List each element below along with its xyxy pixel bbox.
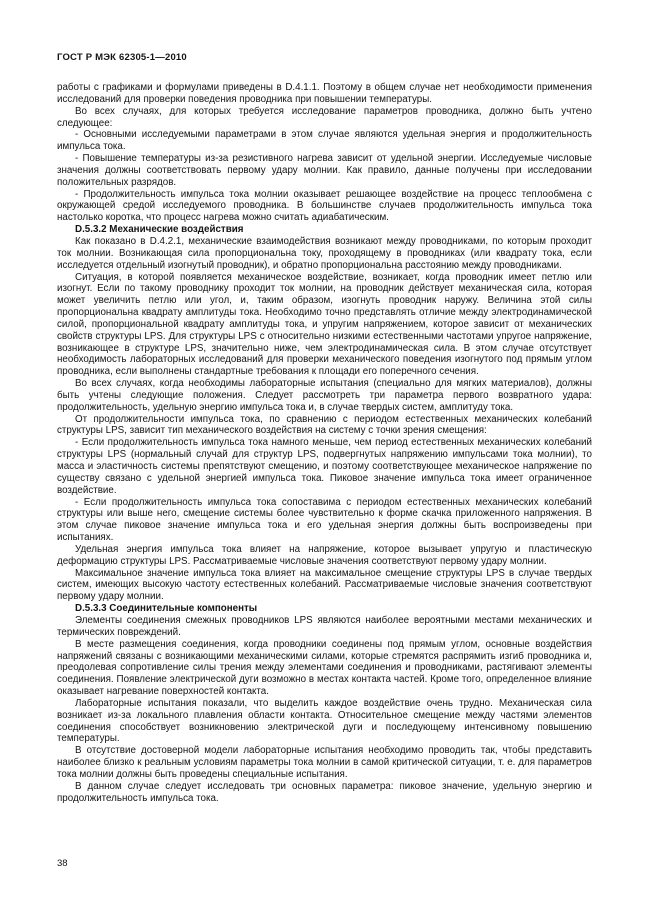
- paragraph: Удельная энергия импульса тока влияет на напряжение, которое вызывает упругую и пластическую деформацию структуры LPS. Рассматриваемые числовые значения соответствуют первому удару молнии.: [57, 543, 592, 567]
- paragraph: Максимальное значение импульса тока влияет на максимальное смещение структуры LPS в случае твердых систем, имеющих высокую частоту естественных колебаний. Рассматриваемые числовые значения соответствуют первому удару молнии.: [57, 567, 592, 603]
- paragraph: Ситуация, в которой появляется механическое воздействие, возникает, когда проводник имеет петлю или изогнут. Если по такому проводнику проходит ток молнии, на проводник действует механическая сила, которая может увеличить петлю или угол, и, таким образом, изогнуть проводник наружу. Величина этой силы пропорциональна квадрату амплитуды тока. Необходимо точно представлять отличие между электродинамической силой, пропорциональной квадрату амплитуды тока, и упругим напряжением, которое зависит от механических свойств структуры LPS. Для структуры LPS с относительно низкими естественными частотами упругое напряжение, возникающее в структуре LPS, значительно ниже, чем электродинамическая сила. В этом случае отсутствует необходимость лабораторных исследований для проверки механического поведения изогнутого под прямым углом проводника, если выполнены стандартные требования к площади его поперечного сечения.: [57, 271, 592, 378]
- list-item-paragraph: - Повышение температуры из-за резистивного нагрева зависит от удельной энергии. Исследуемые числовые значения должны соответствовать первому удару молнии. Как правило, данные получены при исследовании положительных разрядов.: [57, 153, 592, 188]
- paragraph: Во всех случаях, для которых требуется исследование параметров проводника, должно быть учтено следующее:: [57, 105, 592, 129]
- paragraph: В данном случае следует исследовать три основных параметра: пиковое значение, удельную энергию и продолжительность импульса тока.: [57, 780, 592, 804]
- list-item-paragraph: - Основными исследуемыми параметрами в этом случае являются удельная энергия и продолжительность импульса тока.: [57, 129, 592, 153]
- list-item-paragraph: - Если продолжительность импульса тока сопоставима с периодом естественных механических колебаний структуры или выше него, смещение системы более чувствительно к форме скачка приложенного напряжения. В этом случае пиковое значение импульса тока и его удельная энергия должны быть воспроизведены при испытаниях.: [57, 496, 592, 544]
- section-heading: D.5.3.3 Соединительные компоненты: [75, 603, 258, 615]
- page-number: 38: [57, 858, 68, 869]
- paragraph: В месте размещения соединения, когда проводники соединены под прямым углом, основные воздействия напряжений связаны с возникающими механическими силами, которые стремятся распрямить изгиб проводника и, преодолевая сопротивление силы трения между элементами соединения и проводниками, растягивают элементы соединения. Появление электрической дуги возможно в местах контакта частей. Кроме того, определенное влияние оказывает нагревание поверхностей контакта.: [57, 638, 592, 698]
- paragraph: В отсутствие достоверной модели лабораторные испытания необходимо проводить так, чтобы представить наиболее близко к реальным условиям параметры тока молнии в самой критической ситуации, т. е. для параметров тока молнии должны быть проведены специальные испытания.: [57, 745, 592, 780]
- list-item-paragraph: - Продолжительность импульса тока молнии оказывает решающее воздействие на процесс теплообмена с окружающей средой исследуемого проводника. В большинстве случаев продолжительность импульса тока настолько коротка, что процесс нагрева можно считать адиабатическим.: [57, 188, 592, 224]
- paragraph: Во всех случаях, когда необходимы лабораторные испытания (специально для мягких материалов), должны быть учтены следующие положения. Следует рассмотреть три параметра первого возвратного удара: продолжительность, удельную энергию импульса тока и, в случае твердых систем, амплитуду тока.: [57, 378, 592, 413]
- paragraph: Элементы соединения смежных проводников LPS являются наиболее вероятными местами механических и термических повреждений.: [57, 614, 592, 638]
- document-body: [57, 82, 592, 804]
- paragraph: работы с графиками и формулами приведены в D.4.1.1. Поэтому в общем случае нет необходимости применения исследований для проверки поведения проводника при повышении температуры.: [57, 82, 592, 105]
- list-item-paragraph: - Если продолжительность импульса тока намного меньше, чем период естественных механических колебаний структуры LPS (нормальный случай для структур LPS, подвергнутых напряжению импульсами тока молнии), то масса и эластичность системы препятствуют смещению, и поэтому соответствующее механическое напряжение по существу связано с удельной энергией импульса тока. Пиковое значение импульса тока имеет ограниченное воздействие.: [57, 437, 592, 496]
- section-heading: D.5.3.2 Механические воздействия: [75, 224, 244, 236]
- paragraph: Как показано в D.4.2.1, механические взаимодействия возникают между проводниками, по которым проходит ток молнии. Возникающая сила пропорциональна току, проходящему в проводниках (или квадрату тока, если исследуется отдельный изогнутый проводник), и обратно пропорциональна расстоянию между проводниками.: [57, 235, 592, 271]
- paragraph: От продолжительности импульса тока, по сравнению с периодом естественных механических колебаний структуры LPS, зависит тип механического воздействия на систему с точки зрения смещения:: [57, 413, 592, 437]
- document-header-title: ГОСТ Р МЭК 62305-1—2010: [57, 52, 187, 63]
- paragraph: Лабораторные испытания показали, что выделить каждое воздействие очень трудно. Механическая сила возникает из-за локального плавления области контакта. Относительное смещение между частями элементов соединения способствует возникновению электрической дуги и последующему интенсивному повышению температуры.: [57, 697, 592, 745]
